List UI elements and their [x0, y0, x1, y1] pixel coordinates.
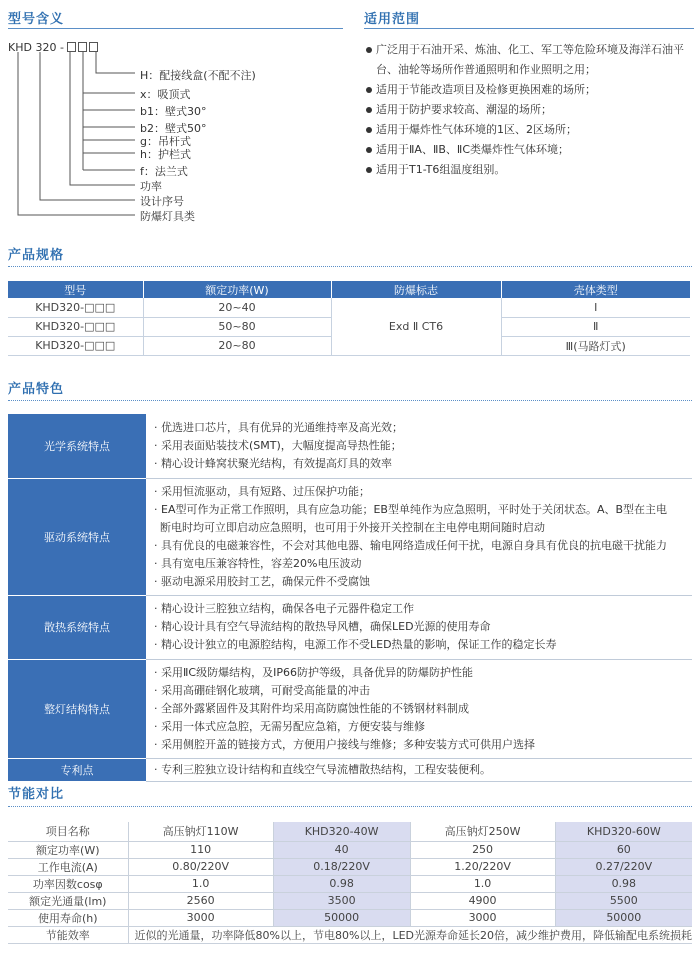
comparison-header: KHD320-40W: [273, 822, 410, 841]
specs-divider: [8, 266, 692, 267]
model-code-text: KHD 320 -: [8, 41, 64, 54]
feature-line: · 精心设计具有空气导流结构的散热导风槽，确保LED光源的使用寿命: [154, 620, 491, 633]
table-row: [8, 892, 692, 909]
feature-line: · 采用恒流驱动，具有短路、过压保护功能；: [154, 484, 370, 498]
spec-power: 50~80: [143, 317, 331, 336]
table-row: [8, 926, 692, 943]
comparison-cell: 0.18/220V: [273, 858, 410, 875]
model-item-g: g：吊杆式: [140, 135, 191, 148]
feature-line: 断电时均可立即启动应急照明，也可用于外接开关控制在主电停电期间随时启动: [160, 520, 545, 534]
feature-group-name: 专利点: [8, 758, 146, 781]
comparison-cell: 1.20/220V: [410, 858, 555, 875]
feature-line: · 采用表面贴装技术(SMT)，大幅度提高导热性能；: [154, 438, 402, 452]
specs-title: 产品规格: [8, 248, 65, 263]
scope-list: [364, 40, 694, 180]
model-item-x: x：吸顶式: [140, 88, 191, 101]
feature-line: · EA型可作为正常工作照明，具有应急功能；EB型单纯作为应急照明，平时处于关闭状态。A、B型在主电: [154, 502, 668, 516]
table-row: [8, 298, 690, 317]
table-row: [8, 841, 692, 858]
comparison-label: 节能效率: [8, 926, 128, 943]
comparison-header: 项目名称: [8, 822, 128, 841]
table-row: [8, 909, 692, 926]
comparison-cell: 110: [128, 841, 273, 858]
feature-line: · 采用一体式应急腔，无需另配应急箱，方便安装与维修: [154, 719, 425, 733]
scope-item: 适用于防护要求较高、潮湿的场所；: [364, 100, 694, 120]
feature-line: · 精心设计三腔独立结构，确保各电子元器件稳定工作: [154, 602, 414, 615]
spec-header: 额定功率(W): [143, 281, 331, 298]
comparison-cell: 0.27/220V: [555, 858, 692, 875]
comparison-header: KHD320-60W: [555, 822, 692, 841]
spec-power: 20~80: [143, 336, 331, 355]
comparison-cell: 1.0: [410, 875, 555, 892]
comparison-title: 节能对比: [8, 787, 65, 802]
scope-item: 广泛用于石油开采、炼油、化工、军工等危险环境及海洋石油平台、油轮等场所作普通照明和作业照明之用；: [364, 40, 694, 80]
feature-line: · 采用ⅡC级防爆结构，及IP66防护等级，具备优异的防爆防护性能: [154, 665, 473, 679]
feature-line: · 全部外露紧固件及其附件均采用高防腐蚀性能的不锈钢材料制成: [154, 701, 469, 715]
feature-line: · 采用侧腔开盖的链接方式，方便用户接线与维修；多种安装方式可供用户选择: [154, 737, 535, 751]
comparison-label: 额定光通量(lm): [8, 892, 128, 909]
scope-item: 适用于节能改造项目及检修更换困难的场所；: [364, 80, 694, 100]
spec-header: 型号: [8, 281, 143, 298]
feature-line: · 驱动电源采用胶封工艺，确保元件不受腐蚀: [154, 574, 370, 588]
features-table: [8, 414, 692, 782]
feature-group: [8, 478, 692, 595]
model-item-h: H：配接线盒(不配不注): [140, 69, 256, 82]
table-row: [8, 875, 692, 892]
spec-header: 防爆标志: [331, 281, 501, 298]
spec-shell: Ⅱ: [501, 317, 690, 336]
comparison-table: [8, 822, 692, 944]
feature-line: · 具有宽电压兼容特性，容差20%电压波动: [154, 556, 362, 570]
feature-line: · 优选进口芯片，具有优异的光通维持率及高光效；: [154, 420, 403, 434]
feature-group-name: 光学系统特点: [8, 414, 146, 478]
comparison-cell: 0.80/220V: [128, 858, 273, 875]
efficiency-note: 近似的光通量，功率降低80%以上，节电80%以上，LED光源寿命延长20倍，减少维护费用，降低输配电系统损耗: [128, 926, 692, 943]
spec-power: 20~40: [143, 298, 331, 317]
scope-item: 适用于ⅡA、ⅡB、ⅡC类爆炸性气体环境；: [364, 140, 694, 160]
feature-line: · 采用高硼硅钢化玻璃，可耐受高能量的冲击: [154, 683, 370, 697]
comparison-header: 高压钠灯110W: [128, 822, 273, 841]
comparison-cell: 250: [410, 841, 555, 858]
model-item-design: 设计序号: [140, 195, 184, 208]
spec-header: 壳体类型: [501, 281, 690, 298]
feature-group-name: 整灯结构特点: [8, 659, 146, 758]
comparison-header-row: [8, 822, 692, 841]
feature-group: [8, 758, 692, 781]
features-title: 产品特色: [8, 382, 65, 397]
comparison-label: 使用寿命(h): [8, 909, 128, 926]
feature-group-desc: [146, 758, 692, 781]
spec-model: KHD320-□□□: [8, 336, 143, 355]
comparison-cell: 50000: [273, 909, 410, 926]
scope-title: 适用范围: [364, 12, 421, 27]
comparison-cell: 3500: [273, 892, 410, 909]
comparison-label: 额定功率(W): [8, 841, 128, 858]
comparison-label: 功率因数cosφ: [8, 875, 128, 892]
scope-item: 适用于T1-T6组温度组别。: [364, 160, 694, 180]
feature-group-desc: [146, 414, 692, 478]
feature-group: [8, 414, 692, 478]
comparison-cell: 60: [555, 841, 692, 858]
spec-shell: Ⅰ: [501, 298, 690, 317]
spec-model: KHD320-□□□: [8, 317, 143, 336]
scope-divider: [364, 28, 694, 29]
comparison-cell: 3000: [410, 909, 555, 926]
feature-line: · 专利三腔独立设计结构和直线空气导流槽散热结构，工程安装便利。: [154, 762, 491, 776]
feature-group-name: 散热系统特点: [8, 595, 146, 659]
model-meaning-title: 型号含义: [8, 12, 65, 27]
spec-ex-mark: Exd Ⅱ CT6: [331, 298, 501, 355]
comparison-cell: 50000: [555, 909, 692, 926]
spec-header-row: [8, 281, 690, 298]
feature-line: · 精心设计蜂窝状聚光结构，有效提高灯具的效率: [154, 456, 392, 470]
feature-group-name: 驱动系统特点: [8, 478, 146, 595]
feature-group-desc: [146, 478, 692, 595]
scope-item: 适用于爆炸性气体环境的1区、2区场所；: [364, 120, 694, 140]
feature-group-desc: [146, 659, 692, 758]
feature-line: · 精心设计独立的电源腔结构，电源工作不受LED热量的影响，保证工作的稳定长寿: [154, 638, 557, 651]
comparison-cell: 40: [273, 841, 410, 858]
model-item-h2: h：护栏式: [140, 148, 191, 161]
model-item-b1: b1：壁式30°: [140, 105, 207, 118]
model-item-class: 防爆灯具类: [140, 210, 195, 223]
comparison-label: 工作电流(A): [8, 858, 128, 875]
comparison-cell: 4900: [410, 892, 555, 909]
feature-group: [8, 595, 692, 659]
model-item-b2: b2：壁式50°: [140, 122, 207, 135]
feature-group: [8, 659, 692, 758]
table-row: [8, 858, 692, 875]
model-item-power: 功率: [140, 180, 162, 193]
spec-table: [8, 281, 690, 356]
comparison-divider: [8, 806, 692, 807]
comparison-cell: 0.98: [273, 875, 410, 892]
comparison-header: 高压钠灯250W: [410, 822, 555, 841]
comparison-cell: 1.0: [128, 875, 273, 892]
comparison-cell: 3000: [128, 909, 273, 926]
model-item-f: f：法兰式: [140, 165, 188, 178]
spec-model: KHD320-□□□: [8, 298, 143, 317]
comparison-cell: 2560: [128, 892, 273, 909]
spec-shell: Ⅲ(马路灯式): [501, 336, 690, 355]
comparison-cell: 0.98: [555, 875, 692, 892]
comparison-cell: 5500: [555, 892, 692, 909]
feature-line: · 具有优良的电磁兼容性，不会对其他电器、输电网络造成任何干扰，电源自身具有优良的抗电磁干扰能力: [154, 538, 667, 552]
features-divider: [8, 400, 692, 401]
feature-group-desc: [146, 595, 692, 659]
